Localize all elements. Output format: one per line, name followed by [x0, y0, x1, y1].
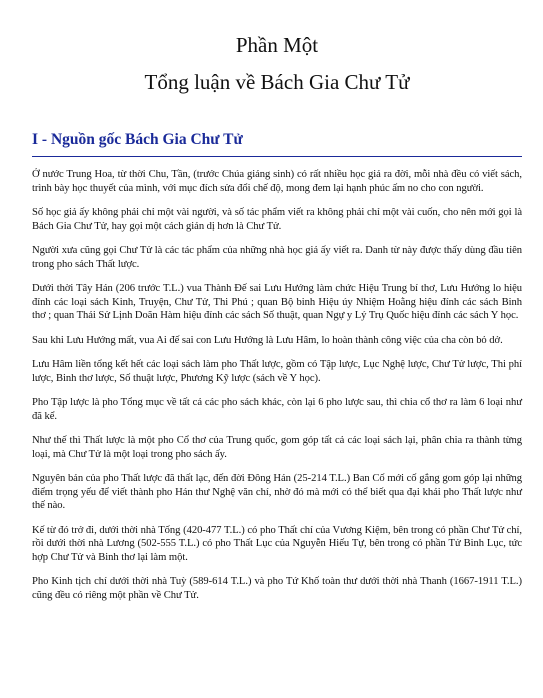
section-heading: I - Nguồn gốc Bách Gia Chư Tử	[32, 131, 243, 148]
paragraph-3: Người xưa cũng gọi Chư Tử là các tác phẩm của những nhà học giả ấy viết ra. Danh từ này được thấy dùng đầu tiên trong pho sách Thất lược.	[32, 245, 522, 270]
section-divider	[32, 156, 522, 157]
paragraph-11: Pho Kinh tịch chí dưới thời nhà Tuỳ (589-614 T.L.) và pho Tứ Khố toàn thư dưới thời nhà Thanh (1667-1911 T.L.) cũng đều có riêng một phần về Chư Tử.	[32, 576, 522, 601]
part-title: Phần Một	[235, 33, 319, 57]
paragraph-10: Kế từ đó trở đi, dưới thời nhà Tống (420-477 T.L.) có pho Thất chí của Vương Kiệm, bên trong có phần Chư Tử chí, rồi dưới thời nhà Lương (502-555 T.L.) có pho Thất Lục của Nguyễn Hiếu Tự, bên trong có phần Tử Binh Lục, tức hợp Chư Tử và Binh thơ lại làm một.	[32, 524, 522, 563]
section-body	[32, 168, 522, 602]
paragraph-5: Sau khi Lưu Hướng mất, vua Ai đế sai con Lưu Hướng là Lưu Hâm, lo hoàn thành công việc của cha còn bỏ dở.	[32, 334, 503, 346]
paragraph-8: Như thế thì Thất lược là một pho Cổ thơ của Trung quốc, gom góp tất cả các loại sách lại, phân chia ra thành từng loại, mà Chư Tử là một loại trong pho sách ấy.	[32, 435, 522, 460]
paragraph-9: Nguyên bản của pho Thất lược đã thất lạc, đến đời Đông Hán (25-214 T.L.) Ban Cố mới cố gắng gom góp lại những điểm trọng yếu để viết thành pho Hán thư Nghệ văn chí, nhờ đó mà mới có thể biết qua đại khái pho Thất lược như thế nào.	[32, 473, 522, 511]
paragraph-7: Pho Tập lược là pho Tổng mục về tất cả các pho sách khác, còn lại 6 pho lược sau, thì chia cổ thơ ra làm 6 loại như đã kể.	[32, 397, 522, 422]
paragraph-6: Lưu Hâm liền tổng kết hết các loại sách làm pho Thất lược, gồm có Tập lược, Lục Nghệ lược, Chư Tử lược, Thi phí lược, Binh thơ lược, Số thuật lược, Phương Kỹ lược (sách về Y học).	[32, 359, 522, 384]
paragraph-1: Ở nước Trung Hoa, từ thời Chu, Tần, (trước Chúa giáng sinh) có rất nhiều học giả ra đời, mỗi nhà đều có viết sách, trình bày học thuyết của mình, với mục đích sửa đổi chế độ, mong đem lại hạnh phúc ấm no cho con người.	[32, 169, 522, 194]
document-title: Tổng luận về Bách Gia Chư Tử	[144, 70, 410, 94]
paragraph-2: Số học giả ấy không phải chỉ một vài người, và số tác phẩm viết ra không phải chỉ một vài cuốn, cho nên mới gọi là Bách Gia Chư Tử, hay gọi một cách giản dị hơn là Chư Tử.	[32, 207, 522, 232]
paragraph-4: Dưới thời Tây Hán (206 trước T.L.) vua Thành Đế sai Lưu Hướng làm chức Hiệu Trung bí thơ, Lưu Hướng lo hiệu đính các loại sách Kinh, Truyện, Chư Tử, Thi Phú ; quan Bộ binh Hiệu úy Nhiệm Hoằng hiệu đính các sách Binh thơ ; quan Thái Sử Lịnh Doãn Hàm hiệu đính các sách Số thuật, quan Ngự y Lý Trụ Quốc hiệu đính các sách Y học.	[32, 283, 522, 321]
